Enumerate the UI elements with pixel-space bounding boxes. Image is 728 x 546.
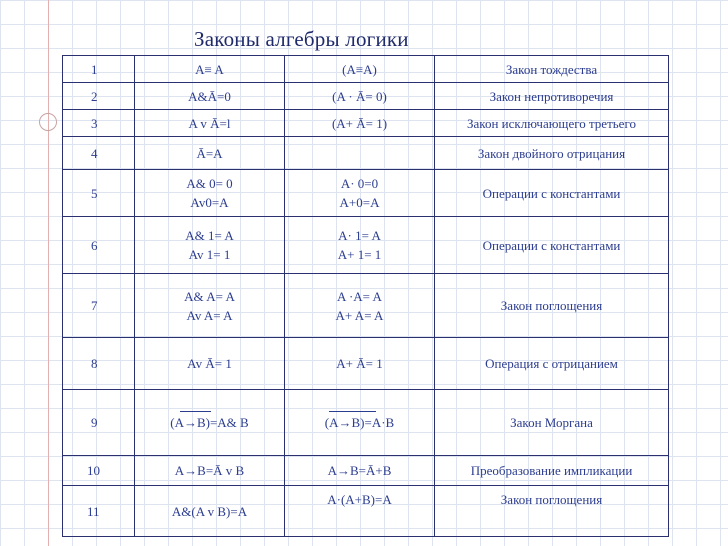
formula: A· 1= A	[338, 228, 381, 243]
law-name: Операция с отрицанием	[435, 338, 669, 390]
formula: (A→B)=A·B	[324, 415, 395, 430]
law-name: Закон поглощения	[435, 486, 669, 537]
row-number: 3	[63, 110, 135, 137]
and-form-cell	[135, 110, 285, 137]
table-row	[63, 170, 669, 217]
formula: A& 0= 0	[186, 176, 233, 191]
formula: A& A= A	[184, 288, 235, 304]
row-number: 9	[63, 390, 135, 456]
row-number: 11	[63, 486, 135, 537]
row-number: 5	[63, 170, 135, 217]
and-form-cell	[135, 137, 285, 170]
formula: A+0=A	[339, 195, 380, 210]
formula: Ā=A	[196, 145, 223, 161]
table-row	[63, 390, 669, 456]
table-row	[63, 110, 669, 137]
formula: A→B=Ā v B	[174, 463, 245, 478]
table-row	[63, 486, 669, 537]
row-number: 6	[63, 217, 135, 274]
formula: A&Ā=0	[188, 88, 231, 104]
formula: Av Ā= 1	[187, 356, 232, 371]
formula: A+ 1= 1	[337, 247, 382, 262]
law-name: Закон поглощения	[435, 274, 669, 338]
and-form-cell	[135, 56, 285, 83]
and-form-cell	[135, 390, 285, 456]
law-name: Операции с константами	[435, 217, 669, 274]
row-number: 8	[63, 338, 135, 390]
row-number: 10	[63, 456, 135, 486]
law-name: Закон исключающего третьего	[435, 110, 669, 137]
table-row	[63, 217, 669, 274]
law-name: Операции с константами	[435, 170, 669, 217]
binder-hole-icon	[39, 113, 57, 131]
or-form-cell	[285, 486, 435, 537]
table-row	[63, 274, 669, 338]
logic-laws-table	[62, 55, 669, 537]
notebook-margin-line	[48, 0, 49, 546]
or-form-cell	[285, 338, 435, 390]
page-title: Законы алгебры логики	[194, 27, 409, 51]
and-form-cell	[135, 456, 285, 486]
or-form-cell	[285, 170, 435, 217]
or-form-cell	[285, 83, 435, 110]
formula: A·(A+B)=A	[327, 492, 392, 507]
table-row	[63, 83, 669, 110]
or-form-cell	[285, 274, 435, 338]
and-form-cell	[135, 338, 285, 390]
row-number: 1	[63, 56, 135, 83]
law-name: Закон двойного отрицания	[435, 137, 669, 170]
row-number: 7	[63, 274, 135, 338]
formula: A+ A= A	[335, 307, 384, 323]
formula: (A · Ā= 0)	[332, 88, 387, 104]
or-form-cell	[285, 137, 435, 170]
formula: A→B=Ā+B	[327, 463, 392, 478]
formula: A+ Ā= 1	[336, 356, 383, 371]
table-row	[63, 56, 669, 83]
formula: A&(A v B)=A	[171, 503, 248, 519]
formula: Av0=A	[190, 195, 229, 210]
and-form-cell	[135, 217, 285, 274]
or-form-cell	[285, 56, 435, 83]
or-form-cell	[285, 390, 435, 456]
or-form-cell	[285, 456, 435, 486]
and-form-cell	[135, 83, 285, 110]
table-row	[63, 456, 669, 486]
row-number: 2	[63, 83, 135, 110]
law-name: Преобразование импликации	[435, 456, 669, 486]
formula: (A+ Ā= 1)	[331, 115, 388, 131]
and-form-cell	[135, 274, 285, 338]
law-name: Закон тождества	[435, 56, 669, 83]
row-number: 4	[63, 137, 135, 170]
table-row	[63, 137, 669, 170]
law-name: Закон Моргана	[435, 390, 669, 456]
and-form-cell	[135, 486, 285, 537]
and-form-cell	[135, 170, 285, 217]
table-row	[63, 338, 669, 390]
formula: A≡ A	[195, 61, 224, 77]
formula: A ·A= A	[337, 288, 382, 304]
formula: Av 1= 1	[188, 247, 231, 262]
formula: Av A= A	[186, 307, 233, 323]
formula: (A≡A)	[342, 61, 377, 77]
law-name: Закон непротиворечия	[435, 83, 669, 110]
formula: A& 1= A	[185, 228, 234, 243]
formula: (A→B)=A& B	[170, 415, 249, 430]
formula: A v Ā=l	[188, 115, 231, 131]
formula: A· 0=0	[340, 176, 379, 191]
or-form-cell	[285, 110, 435, 137]
or-form-cell	[285, 217, 435, 274]
